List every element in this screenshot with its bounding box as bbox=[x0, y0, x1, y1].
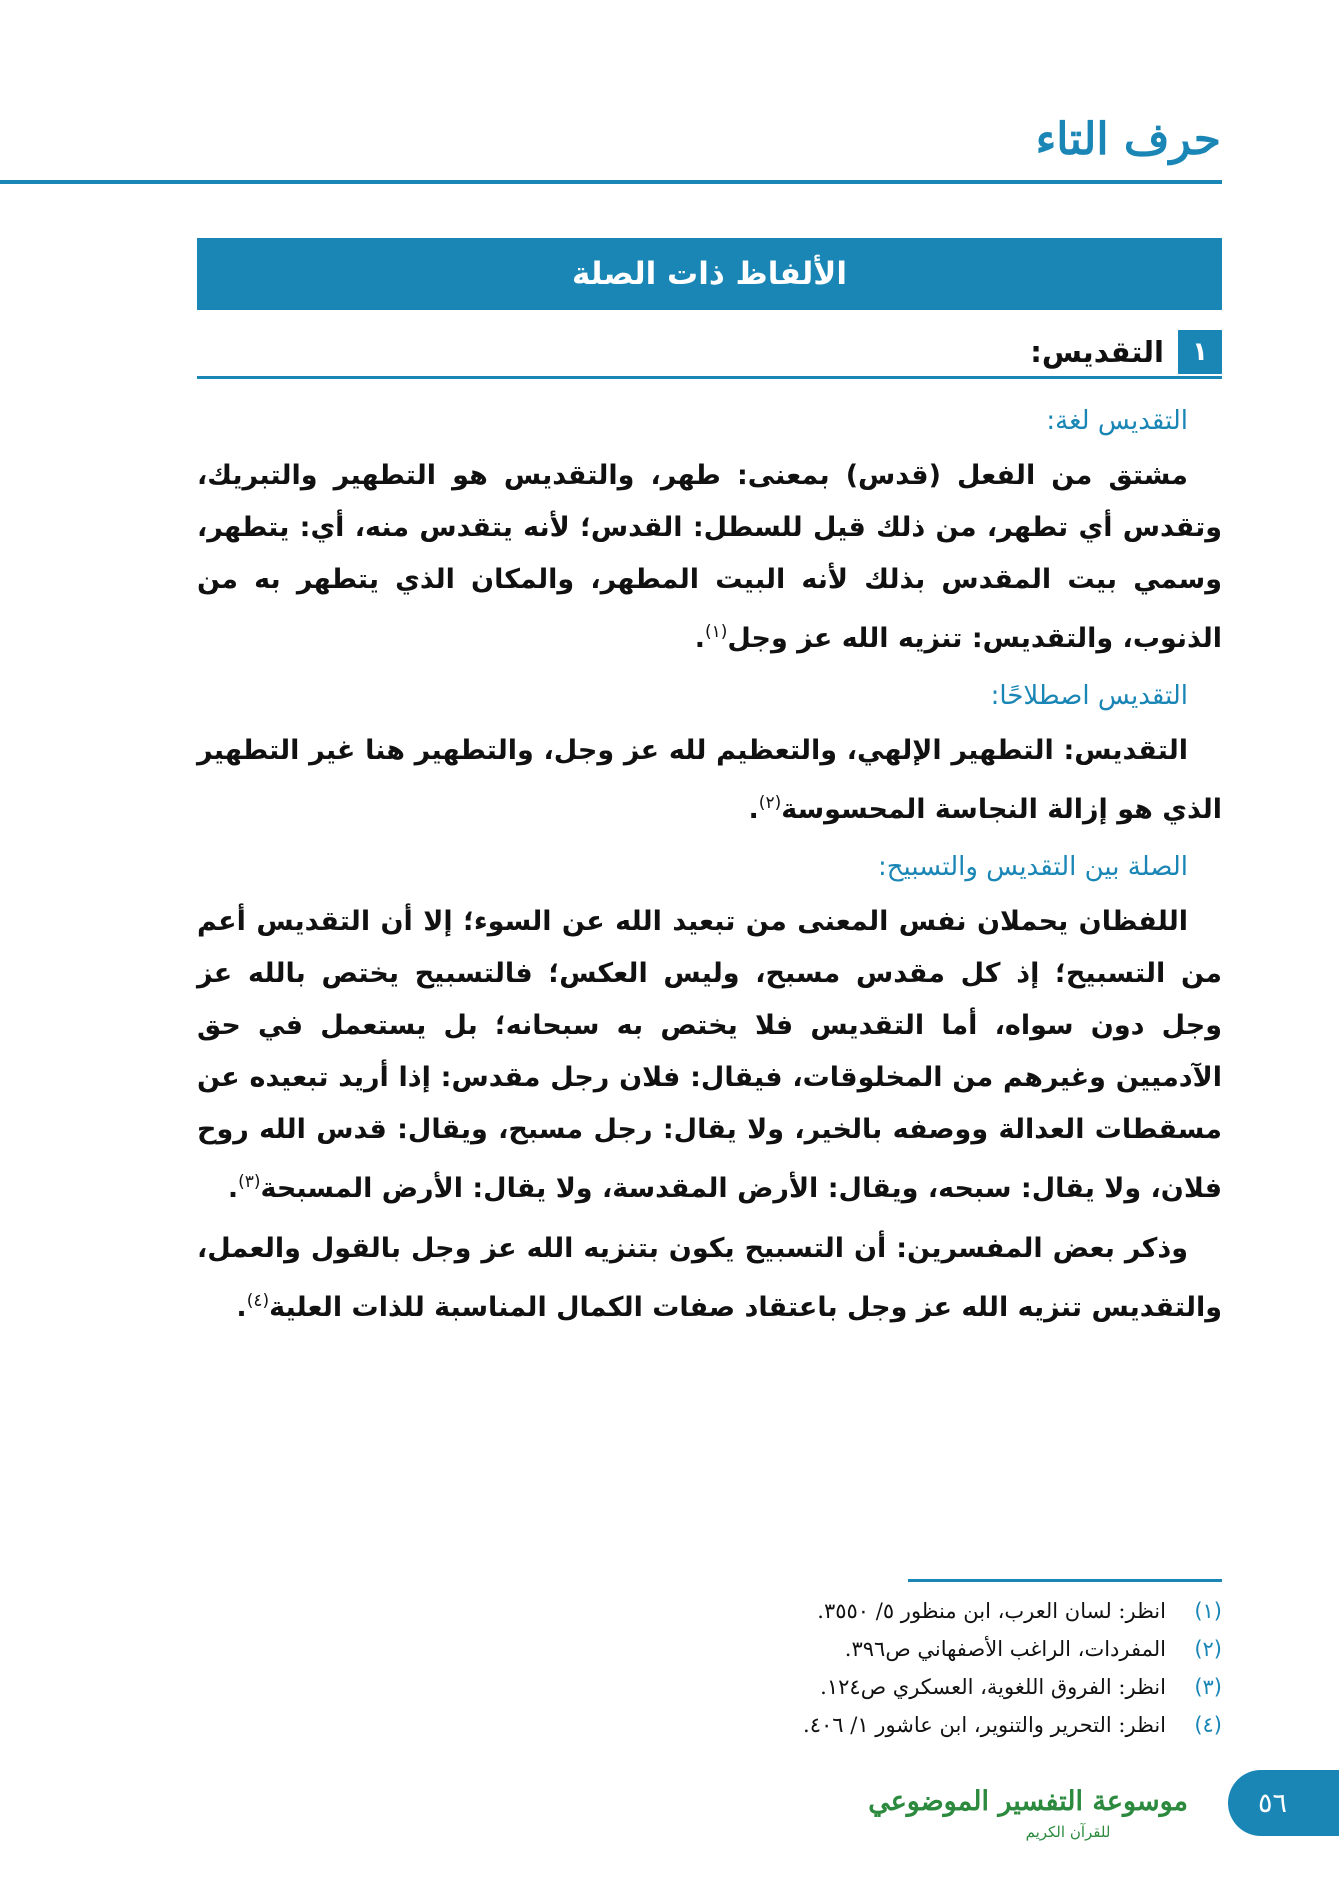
footnote-item bbox=[560, 1706, 1222, 1744]
subheading-terminological: التقديس اصطلاحًا: bbox=[990, 681, 1188, 711]
footnote-ref[interactable]: (٤) bbox=[246, 1291, 270, 1311]
footnote-text: انظر: التحرير والتنوير، ابن عاشور ١/ ٤٠٦. bbox=[803, 1713, 1166, 1737]
footnote-ref[interactable]: (٢) bbox=[758, 793, 782, 813]
footnote-ref[interactable]: (٣) bbox=[238, 1172, 261, 1192]
footnote-number: (٤) bbox=[1194, 1713, 1222, 1737]
footnotes bbox=[560, 1592, 1222, 1744]
chapter-title: حرف التاء bbox=[1035, 114, 1221, 165]
footnote-item bbox=[560, 1668, 1222, 1706]
footnote-ref[interactable]: (١) bbox=[704, 622, 728, 642]
encyclopedia-logo bbox=[868, 1782, 1188, 1860]
paragraph-text: اللفظان يحملان نفس المعنى من تبعيد الله عن السوء؛ إلا أن التقديس أعم من التسبيح؛ إذ كل مقدس مسبح، وليس العكس؛ فالتسبيح يختص بالله عز وجل دون سواه، أما التقديس فلا يختص به سبحانه؛ بل يستعمل في حق الآدميين وغيرهم من المخلوقات، فيقال: فلان رجل مقدس: إذا أريد تبعيده عن مسقطات العدالة ووصفه بالخير، ولا يقال: رجل مسبح، ويقال: قدس الله روح فلان، ولا يقال: سبحه، ويقال: الأرض المقدسة، ولا يقال: الأرض المسبحة bbox=[197, 906, 1222, 1204]
term-number-badge: ١ bbox=[1178, 330, 1222, 374]
page-number: ٥٦ bbox=[1258, 1787, 1288, 1819]
paragraph-terminological bbox=[197, 725, 1222, 836]
footnote-text: انظر: لسان العرب، ابن منظور ٥/ ٣٥٥٠. bbox=[817, 1599, 1166, 1623]
footnote-item bbox=[560, 1630, 1222, 1668]
header-rule bbox=[0, 180, 1222, 184]
footnote-text: انظر: الفروق اللغوية، العسكري ص١٢٤. bbox=[820, 1675, 1166, 1699]
period: . bbox=[236, 1292, 247, 1323]
footnote-separator bbox=[908, 1579, 1222, 1582]
period: . bbox=[694, 623, 705, 654]
logo-subtitle: للقرآن الكريم bbox=[1025, 1823, 1111, 1841]
term-heading bbox=[197, 328, 1222, 376]
footnote-text: المفردات، الراغب الأصفهاني ص٣٩٦. bbox=[844, 1637, 1166, 1661]
term-rule bbox=[197, 376, 1222, 379]
logo-title: موسوعة التفسير الموضوعي bbox=[868, 1786, 1188, 1817]
subheading-relation: الصلة بين التقديس والتسبيح: bbox=[877, 852, 1188, 882]
paragraph-text: وذكر بعض المفسرين: أن التسبيح يكون بتنزيه الله عز وجل بالقول والعمل، والتقديس تنزيه الله عز وجل باعتقاد صفات الكمال المناسبة للذات العلية bbox=[197, 1233, 1222, 1323]
subheading-lexical: التقديس لغة: bbox=[1046, 406, 1188, 436]
paragraph-commentators bbox=[197, 1223, 1222, 1334]
footnote-number: (٣) bbox=[1194, 1675, 1222, 1699]
term-label: التقديس: bbox=[1030, 335, 1164, 369]
section-banner: الألفاظ ذات الصلة bbox=[197, 238, 1222, 310]
paragraph-relation bbox=[197, 896, 1222, 1215]
page-number-badge bbox=[1228, 1770, 1339, 1836]
footnote-number: (٢) bbox=[1194, 1637, 1222, 1661]
paragraph-lexical bbox=[197, 450, 1222, 665]
main-content bbox=[197, 398, 1222, 1342]
paragraph-text: التقديس: التطهير الإلهي، والتعظيم لله عز وجل، والتطهير هنا غير التطهير الذي هو إزالة النجاسة المحسوسة bbox=[197, 735, 1222, 825]
period: . bbox=[748, 794, 759, 825]
footnote-item bbox=[560, 1592, 1222, 1630]
footnote-number: (١) bbox=[1194, 1599, 1222, 1623]
period: . bbox=[227, 1173, 239, 1204]
paragraph-text: مشتق من الفعل (قدس) بمعنى: طهر، والتقديس هو التطهير والتبريك، وتقدس أي تطهر، من ذلك قيل للسطل: القدس؛ لأنه يتقدس منه، أي: يتطهر، وسمي بيت المقدس بذلك لأنه البيت المطهر، والمكان الذي يتطهر به من الذنوب، والتقديس: تنزيه الله عز وجل bbox=[197, 460, 1222, 654]
